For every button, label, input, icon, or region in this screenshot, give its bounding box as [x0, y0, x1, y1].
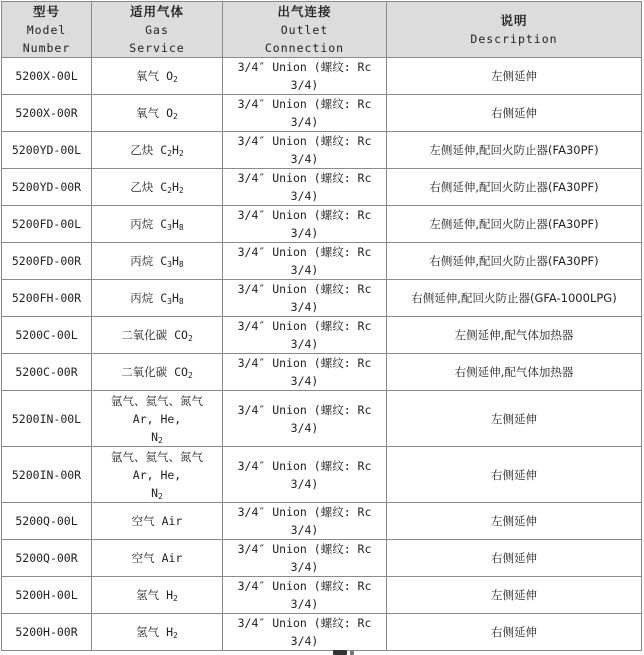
gas-line — [92, 410, 222, 428]
gas-subscript: 2 — [178, 149, 184, 158]
header-model — [2, 2, 92, 58]
gas-text: 氩气、氦气、氮气 — [111, 449, 203, 464]
connection-line-2: 3/4) — [290, 560, 319, 574]
connection-line-1: 3/4″ Union (螺纹: Rc — [237, 319, 372, 333]
connection-line-1: 3/4″ Union (螺纹: Rc — [237, 282, 372, 296]
header-gas — [92, 2, 223, 58]
model-number-cell: 5200FD-00L — [2, 206, 92, 243]
connection-line-2: 3/4) — [290, 476, 319, 491]
gas-service-cell — [92, 503, 223, 540]
gas-subscript: 3 — [167, 297, 172, 306]
header-description-en1: Description — [470, 31, 558, 46]
header-model-zh: 型号 — [32, 3, 60, 19]
gas-subscript: 2 — [187, 371, 193, 380]
outlet-connection-cell — [223, 317, 387, 354]
header-description — [387, 2, 642, 58]
outlet-connection-cell — [223, 540, 387, 577]
model-number-cell: 5200Q-00R — [2, 540, 92, 577]
connection-line-1: 3/4″ Union (螺纹: Rc — [237, 208, 372, 222]
gas-service-cell — [92, 577, 223, 614]
table-row — [2, 540, 642, 577]
cropped-fragment-dot — [350, 651, 354, 655]
connection-line-1: 3/4″ Union (螺纹: Rc — [237, 245, 372, 259]
header-gas-en1: Gas — [145, 22, 169, 37]
gas-service-cell — [92, 317, 223, 354]
gas-service-cell — [92, 95, 223, 132]
description-cell: 左侧延伸 — [387, 503, 642, 540]
gas-text: N — [151, 485, 159, 500]
outlet-connection-cell — [223, 447, 387, 503]
connection-line-2: 3/4) — [290, 115, 319, 129]
gas-service-cell — [92, 391, 223, 447]
description-cell: 左侧延伸,配气体加热器 — [387, 317, 642, 354]
gas-service-cell — [92, 354, 223, 391]
connection-line-1: 3/4″ Union (螺纹: Rc — [237, 579, 372, 593]
header-connection-zh: 出气连接 — [277, 3, 332, 19]
connection-line-2: 3/4) — [290, 634, 319, 648]
gas-subscript: 2 — [187, 334, 193, 343]
connection-line-1: 3/4″ Union (螺纹: Rc — [237, 97, 372, 111]
connection-line-1: 3/4″ Union (螺纹: Rc — [237, 505, 372, 519]
gas-subscript: 2 — [173, 594, 178, 603]
gas-subscript: 2 — [173, 75, 178, 84]
gas-subscript: 2 — [173, 112, 178, 121]
table-body — [2, 58, 642, 651]
table-row — [2, 354, 642, 391]
description-cell: 左侧延伸,配回火防止器(FA30PF) — [387, 206, 642, 243]
outlet-connection-cell — [223, 280, 387, 317]
header-model-en1: Model — [26, 22, 67, 37]
table-row — [2, 577, 642, 614]
gas-text: 氢气 H — [136, 588, 174, 602]
description-cell: 右侧延伸,配气体加热器 — [387, 354, 642, 391]
gas-service-cell — [92, 206, 223, 243]
model-number-cell: 5200IN-00R — [2, 447, 92, 503]
connection-line-2: 3/4) — [290, 189, 319, 203]
gas-text: 二氧化碳 CO — [121, 328, 188, 342]
header-model-en2: Number — [22, 40, 71, 55]
header-row — [2, 2, 642, 58]
gas-text: 乙炔 C — [130, 143, 168, 157]
connection-line-1: 3/4″ Union (螺纹: Rc — [237, 356, 372, 370]
connection-line-2: 3/4) — [290, 78, 319, 92]
connection-line-2: 3/4) — [290, 152, 319, 166]
gas-service-cell — [92, 447, 223, 503]
table-row — [2, 447, 642, 503]
header-connection — [223, 2, 387, 58]
model-number-cell: 5200C-00R — [2, 354, 92, 391]
gas-subscript: 8 — [178, 223, 184, 232]
gas-subscript: 2 — [158, 491, 163, 501]
table-row — [2, 132, 642, 169]
table-row — [2, 280, 642, 317]
gas-text: 丙烷 C — [130, 254, 168, 268]
gas-subscript: 2 — [178, 186, 184, 195]
outlet-connection-cell — [223, 354, 387, 391]
gas-line — [92, 484, 222, 502]
description-cell: 右侧延伸 — [387, 447, 642, 503]
connection-line-2: 3/4) — [290, 300, 319, 314]
outlet-connection-cell — [223, 169, 387, 206]
model-number-cell: 5200H-00R — [2, 614, 92, 651]
connection-line-2: 3/4) — [290, 226, 319, 240]
table-row — [2, 206, 642, 243]
table-row — [2, 58, 642, 95]
gas-service-cell — [92, 540, 223, 577]
table-row — [2, 317, 642, 354]
outlet-connection-cell — [223, 503, 387, 540]
connection-line-1: 3/4″ Union (螺纹: Rc — [237, 458, 372, 473]
model-number-cell: 5200IN-00L — [2, 391, 92, 447]
connection-line-2: 3/4) — [290, 374, 319, 388]
table-row — [2, 243, 642, 280]
table-row — [2, 95, 642, 132]
model-number-cell: 5200H-00L — [2, 577, 92, 614]
gas-text: 空气 Air — [131, 551, 183, 565]
connection-line-1: 3/4″ Union (螺纹: Rc — [237, 60, 372, 74]
connection-line-2: 3/4) — [290, 523, 319, 537]
outlet-connection-cell — [223, 58, 387, 95]
gas-line — [92, 392, 222, 410]
gas-text: H — [171, 291, 179, 305]
header-description-zh: 说明 — [500, 12, 528, 28]
description-cell: 右侧延伸 — [387, 614, 642, 651]
description-cell: 右侧延伸,配回火防止器(GFA-1000LPG) — [387, 280, 642, 317]
gas-text: H — [171, 217, 179, 231]
table-row — [2, 503, 642, 540]
description-cell: 左侧延伸 — [387, 58, 642, 95]
header-connection-en1: Outlet — [280, 22, 329, 37]
gas-service-cell — [92, 169, 223, 206]
gas-subscript: 2 — [158, 435, 163, 445]
gas-subscript: 8 — [178, 260, 184, 269]
model-number-cell: 5200YD-00L — [2, 132, 92, 169]
gas-text: 氢气 H — [136, 625, 174, 639]
gas-line — [92, 428, 222, 446]
connection-line-2: 3/4) — [290, 337, 319, 351]
header-gas-en2: Service — [129, 40, 185, 55]
gas-service-cell — [92, 280, 223, 317]
gas-subscript: 2 — [167, 149, 172, 158]
connection-line-2: 3/4) — [290, 420, 319, 435]
gas-text: Ar, He, — [132, 411, 182, 426]
gas-line — [92, 466, 222, 484]
header-gas-zh: 适用气体 — [129, 3, 184, 19]
outlet-connection-cell — [223, 577, 387, 614]
gas-text: Ar, He, — [132, 467, 182, 482]
gas-service-cell — [92, 58, 223, 95]
model-number-cell: 5200C-00L — [2, 317, 92, 354]
table-row — [2, 391, 642, 447]
description-cell: 左侧延伸 — [387, 391, 642, 447]
connection-line-1: 3/4″ Union (螺纹: Rc — [237, 171, 372, 185]
connection-line-1: 3/4″ Union (螺纹: Rc — [237, 134, 372, 148]
connection-line-2: 3/4) — [290, 263, 319, 277]
gas-text: N — [151, 429, 159, 444]
gas-subscript: 3 — [167, 260, 172, 269]
gas-text: 空气 Air — [131, 514, 183, 528]
gas-subscript: 2 — [173, 631, 178, 640]
gas-text: 二氧化碳 CO — [121, 365, 188, 379]
gas-equipment-spec-table — [1, 1, 642, 651]
gas-line — [92, 448, 222, 466]
description-cell: 左侧延伸,配回火防止器(FA30PF) — [387, 132, 642, 169]
outlet-connection-cell — [223, 243, 387, 280]
outlet-connection-cell — [223, 132, 387, 169]
gas-text: H — [171, 180, 179, 194]
connection-line-2: 3/4) — [290, 597, 319, 611]
model-number-cell: 5200FH-00R — [2, 280, 92, 317]
connection-line-1: 3/4″ Union (螺纹: Rc — [237, 402, 372, 417]
gas-service-cell — [92, 243, 223, 280]
description-cell: 左侧延伸 — [387, 577, 642, 614]
outlet-connection-cell — [223, 614, 387, 651]
connection-line-1: 3/4″ Union (螺纹: Rc — [237, 542, 372, 556]
gas-text: H — [171, 254, 179, 268]
model-number-cell: 5200FD-00R — [2, 243, 92, 280]
model-number-cell: 5200Q-00L — [2, 503, 92, 540]
description-cell: 右侧延伸,配回火防止器(FA30PF) — [387, 243, 642, 280]
gas-text: H — [171, 143, 179, 157]
gas-text: 乙炔 C — [130, 180, 168, 194]
gas-text: 丙烷 C — [130, 217, 168, 231]
outlet-connection-cell — [223, 391, 387, 447]
model-number-cell: 5200YD-00R — [2, 169, 92, 206]
gas-service-cell — [92, 132, 223, 169]
gas-text: 丙烷 C — [130, 291, 168, 305]
gas-text: 氧气 O — [136, 69, 174, 83]
model-number-cell: 5200X-00R — [2, 95, 92, 132]
outlet-connection-cell — [223, 95, 387, 132]
gas-text: 氧气 O — [136, 106, 174, 120]
gas-service-cell — [92, 614, 223, 651]
gas-subscript: 2 — [167, 186, 172, 195]
model-number-cell: 5200X-00L — [2, 58, 92, 95]
description-cell: 右侧延伸 — [387, 95, 642, 132]
header-connection-en2: Connection — [264, 40, 345, 55]
gas-subscript: 3 — [167, 223, 172, 232]
gas-subscript: 8 — [178, 297, 184, 306]
gas-text: 氩气、氦气、氮气 — [111, 393, 203, 408]
connection-line-1: 3/4″ Union (螺纹: Rc — [237, 616, 372, 630]
description-cell: 右侧延伸,配回火防止器(FA30PF) — [387, 169, 642, 206]
cropped-fragment — [333, 650, 347, 655]
description-cell: 右侧延伸 — [387, 540, 642, 577]
table-row — [2, 169, 642, 206]
table-row — [2, 614, 642, 651]
outlet-connection-cell — [223, 206, 387, 243]
